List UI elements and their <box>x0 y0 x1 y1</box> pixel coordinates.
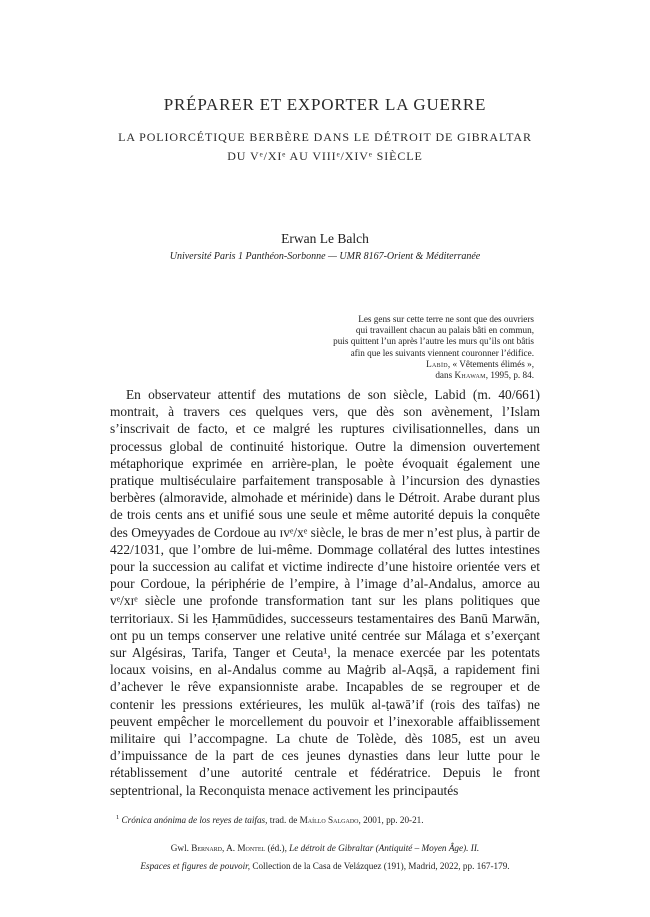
epigraph-author: Labīd <box>426 358 448 369</box>
epigraph-line: puis quittent l’un après l’autre les murs qu’ils ont bâtis <box>333 336 534 347</box>
epigraph-line: afin que les suivants viennent couronner l’édifice. <box>350 347 534 358</box>
epigraph-source-author: Khawam <box>454 370 486 381</box>
source-citation-line-1 <box>0 843 650 854</box>
article-title: PRÉPARER ET EXPORTER LA GUERRE <box>163 95 487 114</box>
footnote-marker: 1 <box>116 813 120 821</box>
body-paragraph: En observateur attentif des mutations de son siècle, Labid (m. 40/661) montrait, à travers ces quelques vers, que dès son avènement, l’Islam s’inscrivait de facto, et ce malgré les ruptures civilisationnelles, dans un processus global de continuité historique. Outre la dimension ouvertement métaphorique exprimée en arrière-plan, le poète évoquait également une pratique multiséculaire parfaitement transposable à l’incursion des dynasties berbères (almoravide, almohade et mérinide) dans le Détroit. Arabe durant plus de trois cents ans et unifié sous une seule et même autorité depuis la conquête des Omeyyades de Cordoue au ɪvᵉ/xᵉ siècle, le bras de mer n’est plus, à partir de 422/1031, que l’ombre de lui-même. Dommage collatéral des luttes intestines pour la succession au califat et victime indirecte d’une histoire orientée vers et pour Cordoue, la périphérie de l’empire, à l’image d’al-Andalus, amorce au vᵉ/xɪᵉ siècle une profonde transformation tant sur les plans politiques que territoriaux. Si les Ḥammūdides, successeurs testamentaires des Banū Marwān, ont pu un temps conserver une relative unité centrée sur Málaga et s’exerçant sur Algésiras, Tarifa, Tanger et Ceuta¹, la menace exercée par les potentats locaux voisins, en al-Andalus comme au Maġrib al-Aqṣā, a rapidement fini d’achever le rêve expansionniste arabe. Incapables de se regrouper et de contenir les pressions extérieures, les mulūk al-ṭawā’if (rois des taïfas) ne peuvent empêcher le morcellement du pouvoir et l’inexorable affaiblissement militaire qui l’accompagne. La chute de Tolède, dès 1085, est un aveu d’impuissance de la part de ces jeunes dynasties dans leur lutte pour le rétablissement d’une autorité centrale et fédératrice. Depuis le front septentrional, la Reconquista menace activement les principautés <box>110 387 540 798</box>
footnote-text: , trad. de <box>265 815 300 825</box>
source-book-title: Le détroit de Gibraltar (Antiquité – Moyen Âge). II. <box>289 843 480 853</box>
epigraph-source <box>214 370 534 381</box>
author-affiliation: Université Paris 1 Panthéon-Sorbonne — UMR 8167-Orient & Méditerranée <box>169 251 481 262</box>
footnote-translator: Maíllo Salgado <box>299 815 359 825</box>
article-subtitle-line-2: DU Vᵉ/XIᵉ AU VIIIᵉ/XIVᵉ SIÈCLE <box>227 149 423 163</box>
source-prefix: Gwl. <box>170 843 192 853</box>
epigraph-attribution <box>214 359 534 370</box>
footnote <box>116 815 540 826</box>
source-book-subtitle: Espaces et figures de pouvoir, <box>140 861 251 871</box>
source-editor-2: Montel <box>237 843 266 853</box>
epigraph-source-year: , 1995, p. 84. <box>485 370 534 381</box>
epigraph-work: , « Vêtements élimés », <box>447 358 534 369</box>
source-eds: (éd.), <box>265 843 290 853</box>
source-editor-1: Bernard <box>191 843 223 853</box>
source-details: Collection de la Casa de Velázquez (191), Madrid, 2022, pp. 167-179. <box>250 861 510 871</box>
footnote-work-title: Crónica anónima de los reyes de taifas <box>121 815 266 825</box>
epigraph-source-prefix: dans <box>435 370 455 381</box>
author-name: Erwan Le Balch <box>281 231 369 246</box>
article-subtitle-line-1: LA POLIORCÉTIQUE BERBÈRE DANS LE DÉTROIT DE GIBRALTAR <box>118 130 532 144</box>
epigraph <box>214 314 534 381</box>
epigraph-line: Les gens sur cette terre ne sont que des ouvriers <box>358 314 534 324</box>
source-separator: , A. <box>222 843 238 853</box>
epigraph-line: qui travaillent chacun au palais bâti en commun, <box>355 325 534 336</box>
source-citation-line-2 <box>0 861 650 872</box>
footnote-text-end: , 2001, pp. 20-21. <box>358 815 424 825</box>
body-text <box>110 386 540 799</box>
